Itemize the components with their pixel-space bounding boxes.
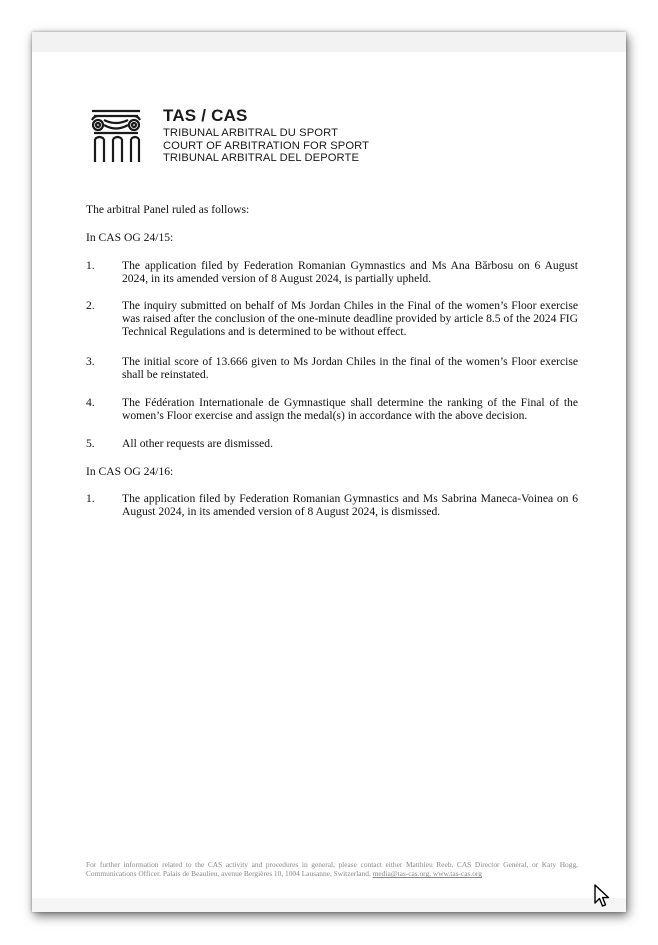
ruling-item-number: 2. bbox=[86, 299, 95, 312]
page-top-strip bbox=[32, 32, 626, 52]
organization-name-en: COURT OF ARBITRATION FOR SPORT bbox=[163, 139, 370, 152]
footer-contact-link[interactable]: media@tas-cas.org, www.tas-cas.org bbox=[372, 869, 482, 879]
ruling-item-number: 4. bbox=[86, 396, 95, 409]
ruling-item-text: All other requests are dismissed. bbox=[122, 437, 274, 450]
ruling-item bbox=[86, 355, 578, 381]
ruling-item bbox=[86, 492, 578, 518]
ruling-item bbox=[86, 437, 578, 450]
ruling-item-number: 1. bbox=[86, 259, 95, 272]
case-heading-og-24-15: In CAS OG 24/15: bbox=[86, 231, 174, 244]
ruling-item bbox=[86, 396, 578, 422]
ruling-item-text: The inquiry submitted on behalf of Ms Jordan Chiles in the Final of the women’s Floor exercise was raised after the conclusion of the one-minute deadline provided by article 8.5 of the 2024 FIG Technical Regulations and is determined to be without effect. bbox=[122, 299, 578, 339]
cas-column-logo-icon bbox=[90, 108, 142, 164]
organization-name-fr: TRIBUNAL ARBITRAL DU SPORT bbox=[163, 127, 339, 139]
ruling-item-text: The Fédération Internationale de Gymnastique shall determine the ranking of the Final of the women’s Floor exercise and assign the medal(s) in accordance with the above decision. bbox=[122, 396, 578, 423]
ruling-item-text: The initial score of 13.666 given to Ms Jordan Chiles in the final of the women’s Floor exercise shall be reinstated. bbox=[122, 355, 578, 382]
case-heading-og-24-16: In CAS OG 24/16: bbox=[86, 465, 174, 478]
organization-name-block bbox=[163, 106, 369, 165]
ruling-item bbox=[86, 299, 578, 339]
ruling-item-number: 5. bbox=[86, 437, 95, 450]
ruling-item-text: The application filed by Federation Romanian Gymnastics and Ms Sabrina Maneca-Voinea on 6 August 2024, in its amended version of 8 August 2024, is dismissed. bbox=[122, 492, 578, 519]
ruling-item-number: 1. bbox=[86, 492, 95, 505]
ruling-item bbox=[86, 259, 578, 285]
footer-contact-note bbox=[86, 860, 578, 878]
organization-acronym: TAS / CAS bbox=[163, 106, 248, 125]
organization-name-es: TRIBUNAL ARBITRAL DEL DEPORTE bbox=[163, 152, 360, 165]
footer-text: For further information related to the CAS activity and procedures in general, please contact either Matthieu Reeb, CAS Director General, or Katy Hogg, Communications Officer. Palais de Beaulieu, avenue Bergières 10, 1004 Lausanne, Switzerland. bbox=[86, 860, 578, 879]
mouse-pointer-icon bbox=[594, 884, 610, 908]
ruling-item-text: The application filed by Federation Romanian Gymnastics and Ms Ana Bărbosu on 6 August 2024, in its amended version of 8 August 2024, is partially upheld. bbox=[122, 259, 578, 286]
page-bottom-strip bbox=[32, 898, 626, 912]
ruling-item-number: 3. bbox=[86, 355, 95, 368]
document-page bbox=[32, 32, 626, 912]
intro-paragraph: The arbitral Panel ruled as follows: bbox=[86, 203, 250, 216]
